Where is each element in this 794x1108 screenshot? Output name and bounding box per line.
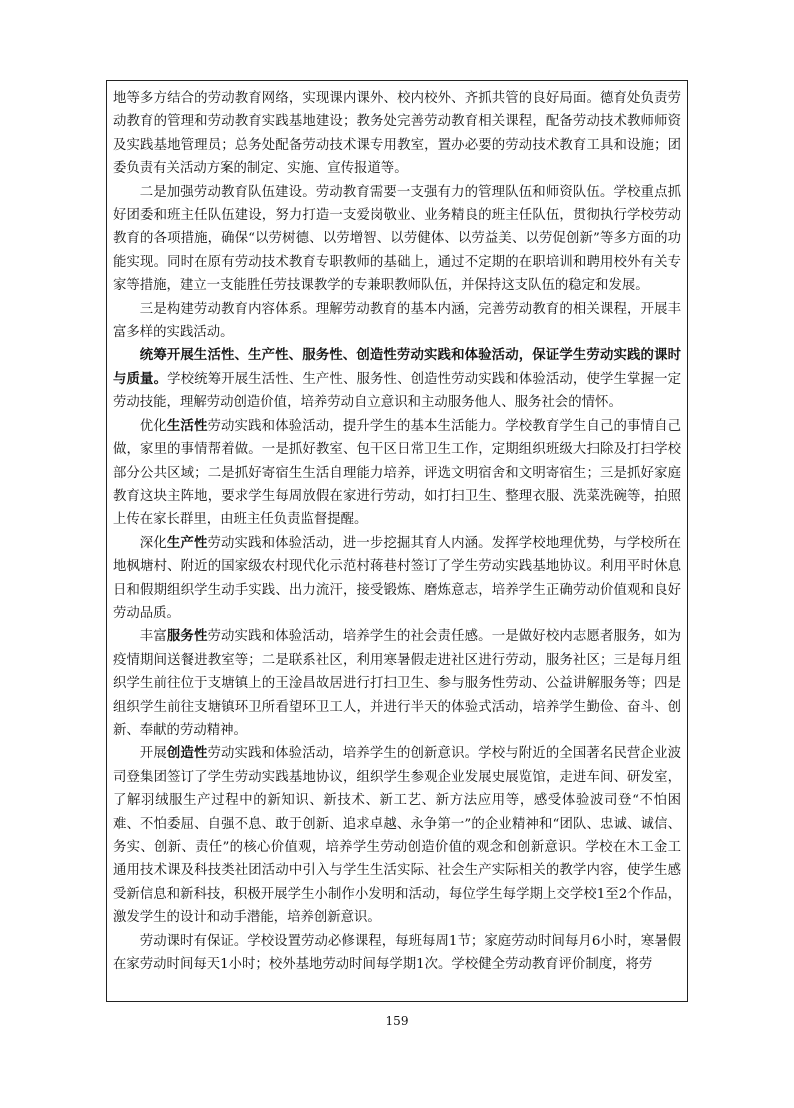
page-number: 159: [385, 1014, 409, 1028]
paragraph-7-keyword: 服务性: [166, 628, 208, 645]
paragraph-2: 二是加强劳动教育队伍建设。劳动教育需要一支强有力的管理队伍和师资队伍。学校重点抓好团委和班主任队伍建设，努力打造一支爱岗敬业、业务精良的班主任队伍，贯彻执行学校劳动教育的各项措施，确保“以劳树德、以劳增智、以劳健体、以劳益美、以劳促创新”等多方面的功能实现。同时在原有劳动技术教育专职教师的基础上，通过不定期的在职培训和聘用校外有关专家等措施，建立一支能胜任劳技课教学的专兼职教师队伍，并保持这支队伍的稳定和发展。: [113, 184, 681, 294]
paragraph-4-heading: 统筹开展生活性、生产性、服务性、创造性劳动实践和体验活动，保证学生劳动实践的课时与质量。: [113, 347, 681, 387]
paragraph-4: [113, 344, 681, 414]
paragraph-9: 劳动课时有保证。学校设置劳动必修课程，每班每周1节；家庭劳动时间每月6小时，寒暑假在家劳动时间每天1小时；校外基地劳动时间每学期1次。学校健全劳动教育评价制度，将劳: [113, 933, 681, 973]
paragraph-5-keyword: 生活性: [166, 417, 208, 434]
paragraph-7-lead: 丰富: [139, 629, 167, 645]
paragraph-8-lead: 开展: [139, 746, 167, 762]
paragraph-6-keyword: 生产性: [166, 534, 208, 551]
paragraph-5: [113, 415, 681, 532]
paragraph-5-lead: 优化: [139, 418, 167, 434]
document-frame: [106, 80, 688, 1002]
paragraph-6-lead: 深化: [139, 535, 167, 551]
paragraph-3: 三是构建劳动教育内容体系。理解劳动教育的基本内涵，完善劳动教育的相关课程，开展丰富多样的实践活动。: [113, 301, 681, 341]
paragraph-8: [113, 742, 681, 929]
document-body: [113, 87, 681, 976]
paragraph-8-text: 劳动实践和体验活动，培养学生的创新意识。学校与附近的全国著名民营企业波司登集团签订了学生劳动实践基地协议，组织学生参观企业发展史展览馆，走进车间、研发室，了解羽绒服生产过程中的新知识、新技术、新工艺、新方法应用等，感受体验波司登“不怕困难、不怕委屈、自强不息、敢于创新、追求卓越、永争第一”的企业精神和“团队、忠诚、诚信、务实、创新、责任”的核心价值观，培养学生劳动创造价值的观念和创新意识。学校在木工金工通用技术课及科技类社团活动中引入与学生生活实际、社会生产实际相关的教学内容，使学生感受新信息和新科技，积极开展学生小制作小发明和活动，每位学生每学期上交学校1至2个作品，激发学生的设计和动手潜能，培养创新意识。: [113, 746, 682, 926]
paragraph-6: [113, 532, 681, 626]
paragraph-7: [113, 625, 681, 742]
paragraph-5-text: 劳动实践和体验活动，提升学生的基本生活能力。学校教育学生自己的事情自己做，家里的事情帮着做。一是抓好教室、包干区日常卫生工作，定期组织班级大扫除及打扫学校部分公共区域；二是抓好寄宿生生活自理能力培养，评选文明宿舍和文明寄宿生；三是抓好家庭教育这块主阵地，要求学生每周放假在家进行劳动，如打扫卫生、整理衣服、洗菜洗碗等，拍照上传在家长群里，由班主任负责监督提醒。: [113, 418, 682, 528]
paragraph-7-text: 劳动实践和体验活动，培养学生的社会责任感。一是做好校内志愿者服务，如为疫情期间送餐进教室等；二是联系社区，利用寒暑假走进社区进行劳动，服务社区；三是每月组织学生前往位于支塘镇上的王淦昌故居进行打扫卫生、参与服务性劳动、公益讲解服务等；四是组织学生前往支塘镇环卫所看望环卫工人，并进行半天的体验式活动，培养学生勤俭、奋斗、创新、奉献的劳动精神。: [113, 629, 682, 738]
paragraph-8-keyword: 创造性: [166, 745, 208, 762]
paragraph-1: 地等多方结合的劳动教育网络，实现课内课外、校内校外、齐抓共管的良好局面。德育处负责劳动教育的管理和劳动教育实践基地建设；教务处完善劳动教育相关课程，配备劳动技术教师师资及实践基地管理员；总务处配备劳动技术课专用教室，置办必要的劳动技术教育工具和设施；团委负责有关活动方案的制定、实施、宣传报道等。: [113, 91, 681, 177]
paragraph-6-text: 劳动实践和体验活动，进一步挖掘其育人内涵。发挥学校地理优势，与学校所在地枫塘村、附近的国家级农村现代化示范村蒋巷村签订了学生劳动实践基地协议。利用平时休息日和假期组织学生动手实践、出力流汗，接受锻炼、磨炼意志，培养学生正确劳动价值观和良好劳动品质。: [113, 535, 682, 621]
paragraph-4-text: 学校统筹开展生活性、生产性、服务性、创造性劳动实践和体验活动，使学生掌握一定劳动技能，理解劳动创造价值，培养劳动自立意识和主动服务他人、服务社会的情怀。: [113, 371, 681, 411]
